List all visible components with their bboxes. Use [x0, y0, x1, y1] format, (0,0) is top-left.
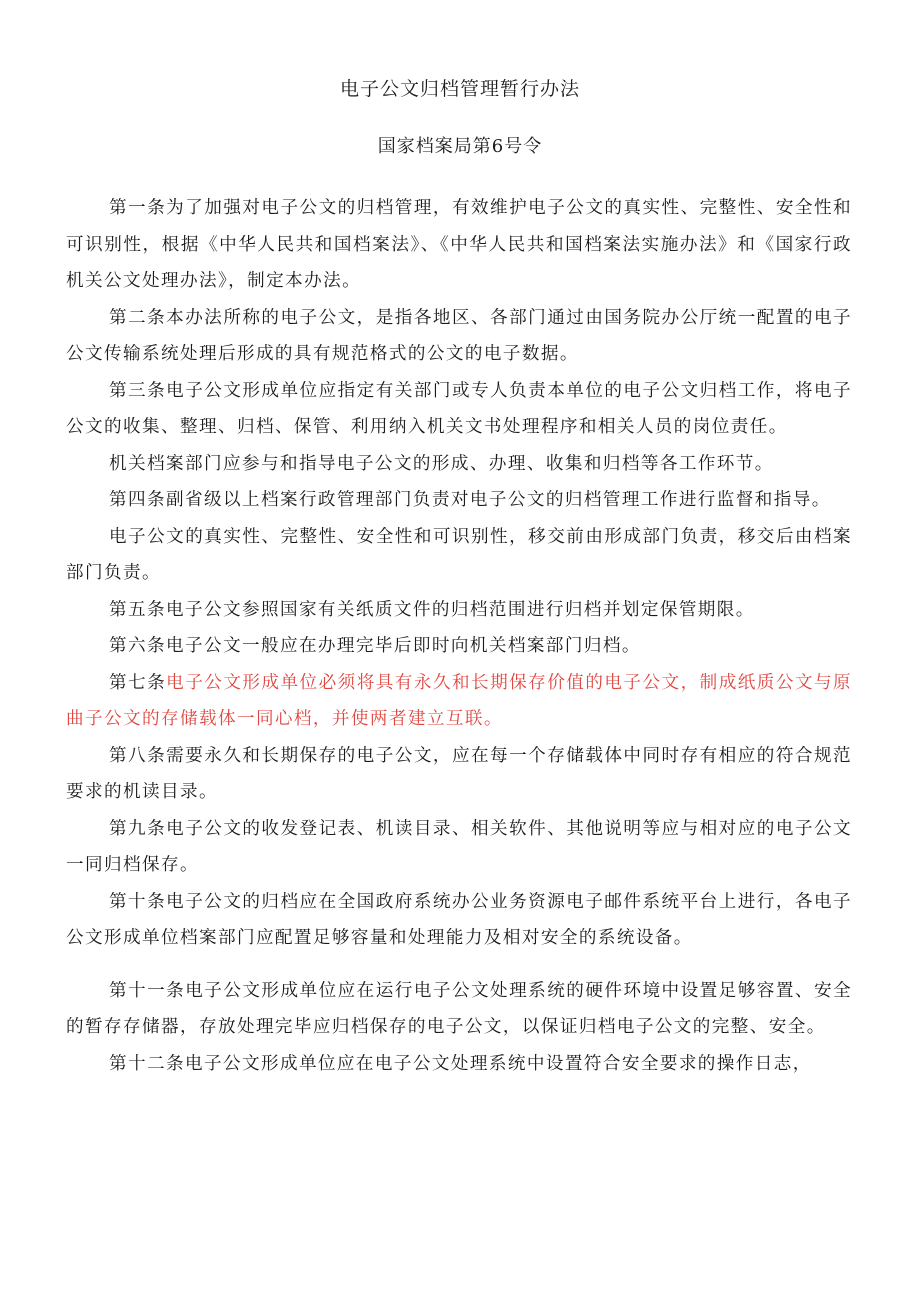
article-2: 第二条本办法所称的电子公文，是指各地区、各部门通过由国务院办公厅统一配置的电子公文传输系统处理后形成的具有规范格式的公文的电子数据。 [66, 307, 852, 364]
article-1: 第一条为了加强对电子公文的归档管理，有效维护电子公文的真实性、完整性、安全性和可识别性，根据《中华人民共和国档案法》、《中华人民共和国档案法实施办法》和《国家行政机关公文处理办法》，制定本办法。 [66, 198, 852, 291]
article-9: 第九条电子公文的收发登记表、机读目录、相关软件、其他说明等应与相对应的电子公文一同归档保存。 [66, 818, 852, 875]
article-11: 第十一条电子公文形成单位应在运行电子公文处理系统的硬件环境中设置足够容置、安全的暂存存储器，存放处理完毕应归档保存的电子公文，以保证归档电子公文的完整、安全。 [66, 980, 852, 1037]
article-4: 第四条副省级以上档案行政管理部门负责对电子公文的归档管理工作进行监督和指导。 [109, 490, 831, 510]
article-7-label: 第七条 [109, 672, 167, 693]
article-7 [66, 665, 852, 738]
article-12: 第十二条电子公文形成单位应在电子公文处理系统中设置符合安全要求的操作日志， [109, 1053, 812, 1074]
document-body [66, 190, 852, 1082]
article-10: 第十条电子公文的归档应在全国政府系统办公业务资源电子邮件系统平台上进行，各电子公文形成单位档案部门应配置足够容量和处理能力及相对安全的系统设备。 [66, 891, 852, 948]
document-subtitle: 国家档案局第6号令 [377, 136, 543, 157]
document-title: 电子公文归档管理暂行办法 [339, 78, 580, 100]
article-4-clause: 电子公文的真实性、完整性、安全性和可识别性，移交前由形成部门负责，移交后由档案部门负责。 [66, 526, 852, 583]
article-6: 第六条电子公文一般应在办理完毕后即时向机关档案部门归档。 [109, 636, 641, 656]
article-3-clause: 机关档案部门应参与和指导电子公文的形成、办理、收集和归档等各工作环节。 [109, 453, 774, 474]
article-5: 第五条电子公文参照国家有关纸质文件的归档范围进行归档并划定保管期限。 [109, 599, 755, 620]
article-3: 第三条电子公文形成单位应指定有关部门或专人负责本单位的电子公文归档工作，将电子公文的收集、整理、归档、保管、利用纳入机关文书处理程序和相关人员的岗位责任。 [66, 380, 852, 437]
article-7-highlighted-text: 电子公文形成单位必须将具有永久和长期保存价值的电子公文，制成纸质公文与原曲子公文的存储载体一同心档，并使两者建立互联。 [66, 672, 853, 729]
article-8: 第八条需要永久和长期保存的电子公文，应在每一个存储载体中同时存有相应的符合规范要求的机读目录。 [66, 745, 852, 802]
